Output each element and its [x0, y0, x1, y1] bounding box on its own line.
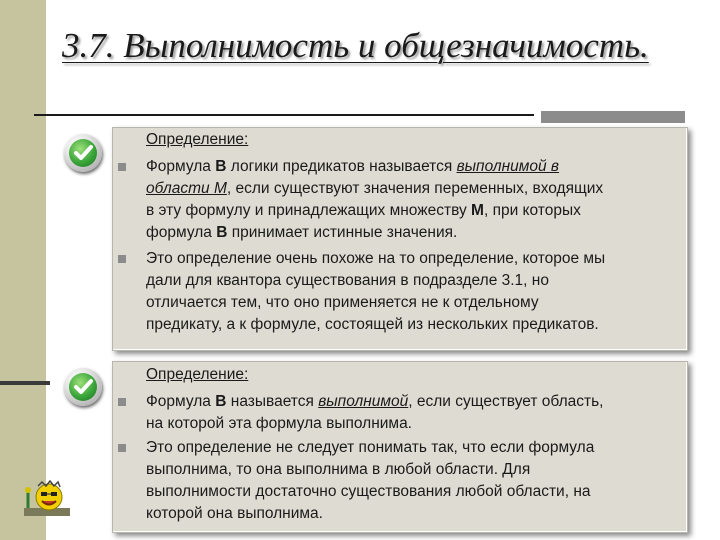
smiley-mascot-icon — [22, 478, 74, 518]
check-icon — [64, 368, 102, 406]
square-bullet-icon — [118, 255, 126, 263]
check-icon — [64, 134, 102, 172]
square-bullet-icon — [118, 398, 126, 406]
left-decor-band — [0, 0, 46, 540]
definition-heading-2: Определение: — [146, 366, 249, 383]
remark-text-1: Это определение очень похоже на то определение, которое мы дали для квантора существования в подразделе 3.1, но отличается тем, что оно применяется не к отдельному предикату, а к формуле, состоящей из нескольких предикатов. — [146, 250, 606, 333]
title-divider — [34, 114, 534, 116]
definition-text-2: Формула B называется выполнимой, если существует область, на которой эта формула выполнима. — [146, 393, 604, 432]
definition-text-1: Формула B логики предикатов называется выполнимой в области M, если существуют значения переменных, входящих в эту формулу и принадлежащих множеству M, при которых формула B принимает истинные значения. — [146, 158, 604, 241]
side-divider — [0, 381, 50, 385]
square-bullet-icon — [118, 444, 126, 452]
slide-title: 3.7. Выполнимость и общезначимость. — [62, 26, 649, 65]
square-bullet-icon — [118, 163, 126, 171]
title-divider-block — [541, 111, 685, 123]
remark-text-2: Это определение не следует понимать так, что если формула выполнима, то она выполнима в любой области. Для выполнимости достаточно существования любой области, на которой она выполнима. — [146, 439, 595, 522]
definition-heading-1: Определение: — [146, 131, 249, 148]
